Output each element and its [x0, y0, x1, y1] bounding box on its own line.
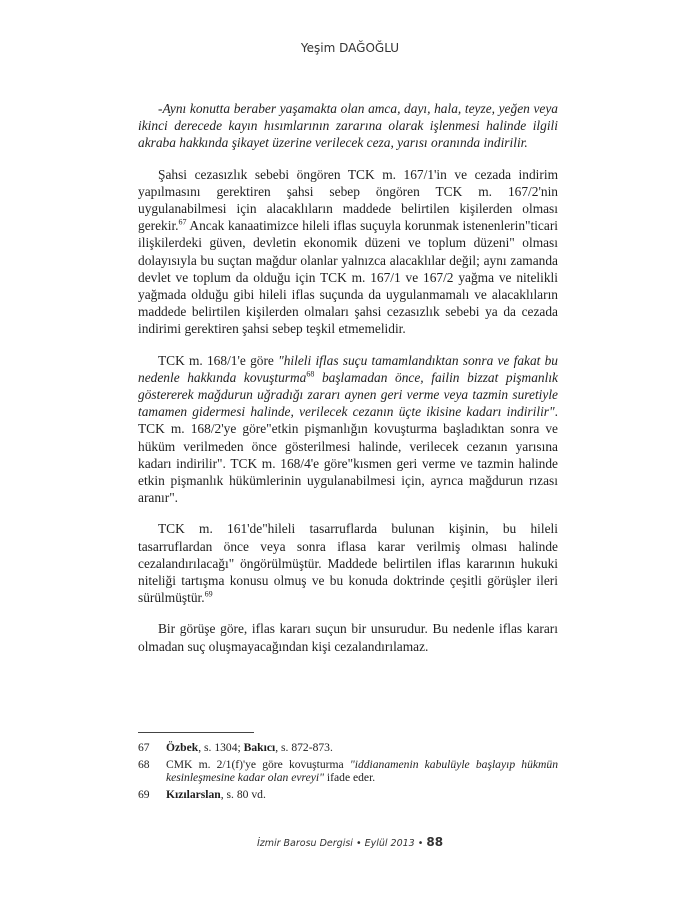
- p3-text: TCK m. 161'de"hileli tasarruflarda bulunan kişinin, bu hileli tasarruflardan önce veya sonra iflasa karar verilmiş olması halinde cezalandırılacağı" öngörülmüştür. Maddede belirtilen iflas kararının hukuki niteliği tartışma konusu olmuş ve bu konuda doktrinde çeşitli görüşler ileri sürülmüştür.: [138, 521, 558, 606]
- footnote-number: 68: [138, 757, 150, 771]
- paragraph-4: Bir görüşe göre, iflas kararı suçun bir unsurudur. Bu nedenle iflas kararı olmadan suç oluşmayacağından kişi cezalandırılamaz.: [138, 621, 558, 654]
- p2-quote-2: başlamadan önce, failin bizzat pişmanlık göstererek mağdurun uğradığı zararı aynen geri verme veya tazmin suretiyle tamamen gidermesi halinde, verilecek cezanın üçte ikisine kadarı indirilir": [138, 369, 558, 420]
- cited-author: Özbek: [166, 741, 199, 754]
- p2-quote-1: "hileli iflas suçu tamamlandıktan sonra ve fakat bu nedenle hakkında kovuşturma: [138, 352, 558, 385]
- footnote-text: [166, 741, 558, 755]
- footnote-number: 67: [138, 741, 150, 754]
- author-name: Yeşim DAĞOĞLU: [300, 41, 400, 55]
- footnotes: [138, 741, 558, 804]
- p2-tail: . TCK m. 168/2'ye göre"etkin pişmanlığın kovuşturma başladıktan sonra ve hüküm verilmeden önce gösterilmesi halinde, verilecek cezanın yarısına kadarı indirilir". TCK m. 168/4'e göre"kısmen geri verme ve tazmin halinde etkin pişmanlık hükümlerinin uygulanabilmesi için, ayrıca mağdurun rızası aranır".: [138, 404, 558, 506]
- paragraph-2: [138, 352, 558, 507]
- page-number: 88: [426, 835, 444, 849]
- footnote-text: [166, 758, 558, 785]
- p1-text: Şahsi cezasızlık sebebi öngören TCK m. 167/1'in ve cezada indirim yapılmasını gerektiren şahsi sebep öngören TCK m. 167/2'nin uygulanabilmesi için alacaklıların maddede belirtilen kişilerden olması gerekir.: [138, 166, 558, 234]
- paragraph-1: [138, 166, 558, 338]
- citation-text: , s. 872-873.: [275, 741, 333, 754]
- citation-text: , s. 1304;: [198, 741, 244, 754]
- paragraph-3: [138, 520, 558, 606]
- issue-date: Eylül 2013: [364, 838, 415, 849]
- footer-separator: •: [352, 838, 365, 849]
- citation-text: , s. 80 vd.: [220, 787, 266, 801]
- footnote-ref-67[interactable]: 67: [178, 217, 187, 227]
- footnote-ref-69[interactable]: 69: [204, 589, 213, 599]
- footnote-divider: [138, 732, 254, 733]
- body-text: [138, 100, 558, 669]
- citation-text: CMK m. 2/1(f)'ye göre kovuşturma: [166, 757, 350, 771]
- footnote-67: [138, 741, 558, 755]
- footnote-ref-68[interactable]: 68: [306, 369, 315, 379]
- footnote-68: [138, 758, 558, 785]
- footnote-69: [138, 788, 558, 802]
- citation-text: ifade eder.: [324, 771, 376, 785]
- running-header: [0, 41, 700, 55]
- p2-lead: TCK m. 168/1'e göre: [158, 352, 279, 368]
- quoted-definition: "iddianamenin kabulüyle başlayıp hükmün kesinleşmesine kadar olan evreyi": [166, 757, 558, 785]
- footer-separator: •: [414, 838, 427, 849]
- p1-tail: Ancak kanaatimizce hileli iflas suçuyla korunmak istenenlerin"ticari ilişkilerdeki güven, devletin ekonomik düzeni ve toplum düzeni" olması dolayısıyla bu suçtan mağdur olanlar yalnızca alacaklılar değil; aynı zamanda devlet ve toplum da olduğu için TCK m. 167/1 ve 167/2 yağma ve nitelikli yağmada olduğu gibi hileli iflas suçunda da uygulanmamalı ve alacaklıların maddede belirtilen kişilerden olmaları şahsi cezasızlık sebebi ya da cezada indirimi gerektiren şahsi sebep teşkil etmemelidir.: [138, 218, 558, 337]
- footnote-text: [166, 788, 558, 802]
- running-footer: [0, 835, 700, 849]
- cited-author: Bakıcı: [243, 741, 276, 754]
- footnote-number: 69: [138, 787, 150, 801]
- quoted-provision: -Aynı konutta beraber yaşamakta olan amca, dayı, hala, teyze, yeğen veya ikinci derecede kayın hısımlarının zararına olarak işlenmesi halinde ilgili akraba hakkında şikayet üzerine verilecek ceza, yarısı oranında indirilir.: [138, 101, 558, 151]
- cited-author: Kızılarslan: [166, 787, 221, 801]
- journal-name: İzmir Barosu Dergisi: [256, 838, 353, 849]
